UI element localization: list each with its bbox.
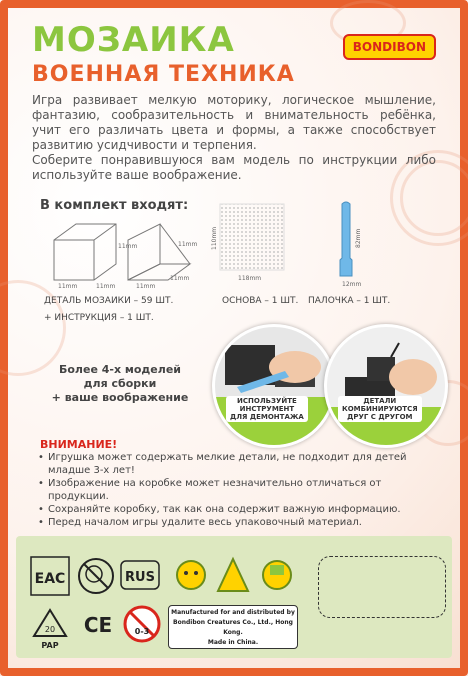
mosaic-pieces-drawing xyxy=(40,210,200,290)
warning-item: • Перед началом игры удалите весь упаковочный материал. xyxy=(38,516,438,529)
photo-pieces-combine xyxy=(324,324,448,448)
photo-combine-illustration xyxy=(327,327,445,445)
svg-text:EAC: EAC xyxy=(34,571,66,587)
manufacturer-line-3: Made in China. xyxy=(207,639,259,646)
recycle-pap-icon xyxy=(30,606,70,650)
description-text-1: Игра развивает мелкую моторику, логическое мышление, фантазию, сообразительность и внимательность ребёнка, учит его различать цвета и формы, а также способствует развитию усидчивости и терпения. xyxy=(32,93,436,152)
small-parts-warning-icon xyxy=(76,556,116,596)
warning-item: • Изображение на коробке может незначительно отличаться от продукции. xyxy=(38,477,438,503)
promo-line-2: для сборки xyxy=(83,377,157,390)
svg-text:RUS: RUS xyxy=(125,570,155,585)
imagination-icon xyxy=(258,555,296,595)
stick-caption: ПАЛОЧКА – 1 ШТ. xyxy=(308,296,391,306)
manufacturer-line-2: Bondibon Creatures Co., Ltd., Hong Kong. xyxy=(173,619,293,636)
svg-text:PAP: PAP xyxy=(41,641,59,650)
warning-item: • Игрушка может содержать мелкие детали, не подходит для детей младше 3-х лет! xyxy=(38,451,438,477)
promo-text xyxy=(40,363,200,405)
barcode-area xyxy=(318,556,446,618)
cube-dim-1: 11mm xyxy=(58,283,78,290)
subtitle: ВОЕННАЯ ТЕХНИКА xyxy=(32,62,295,87)
warning-list xyxy=(38,451,438,529)
base-dim-height: 110mm xyxy=(211,226,218,250)
eac-mark-icon xyxy=(30,556,70,596)
photo-tool-usage xyxy=(212,324,336,448)
base-dim-width: 118mm xyxy=(238,275,262,282)
rus-mark-icon xyxy=(120,560,160,590)
kit-title: В комплект входят: xyxy=(40,198,189,213)
promo-line-1: Более 4-х моделей xyxy=(58,363,181,376)
motor-skill-icon xyxy=(214,555,252,595)
combine-label: ДЕТАЛИ КОМБИНИРУЮТСЯ ДРУГ С ДРУГОМ xyxy=(338,396,422,422)
manufacturer-line-1: Manufactured for and distributed by xyxy=(171,609,295,616)
prism-dim-3: 11mm xyxy=(178,241,198,248)
instruction-caption: + ИНСТРУКЦИЯ – 1 ШТ. xyxy=(44,313,154,323)
prism-dim-1: 11mm xyxy=(136,283,156,290)
stick-drawing xyxy=(330,198,370,288)
stick-dim-height: 82mm xyxy=(355,228,362,248)
prism-dim-2: 11mm xyxy=(170,275,190,282)
base-drawing xyxy=(208,198,288,288)
warning-title: ВНИМАНИЕ! xyxy=(40,438,118,451)
tool-label: ИСПОЛЬЗУЙТЕ ИНСТРУМЕНТ ДЛЯ ДЕМОНТАЖА xyxy=(226,396,308,422)
svg-text:CE: CE xyxy=(83,613,113,637)
base-caption: ОСНОВА – 1 ШТ. xyxy=(222,296,299,306)
photo-tool-illustration xyxy=(215,327,333,445)
pieces-caption: ДЕТАЛЬ МОЗАИКИ – 59 ШТ. xyxy=(44,296,174,306)
stick-dim-width: 12mm xyxy=(342,281,362,288)
title: МОЗАИКА xyxy=(32,20,235,60)
svg-text:20: 20 xyxy=(44,625,56,634)
cube-dim-2: 11mm xyxy=(96,283,116,290)
warning-item: • Сохраняйте коробку, так как она содержит важную информацию. xyxy=(38,503,438,516)
brand-logo: BONDIBON xyxy=(343,34,436,60)
promo-line-3: + ваше воображение xyxy=(51,391,189,404)
description xyxy=(32,93,436,183)
ce-mark-icon xyxy=(78,606,118,642)
cube-dim-3: 11mm xyxy=(118,243,138,250)
description-text-2: Соберите понравившуюся вам модель по инструкции либо используйте ваше воображение. xyxy=(32,153,436,182)
manufacturer-box xyxy=(168,605,298,649)
age-warning-icon xyxy=(122,604,162,644)
logic-skill-icon xyxy=(172,555,210,595)
svg-text:0-3: 0-3 xyxy=(134,627,150,636)
